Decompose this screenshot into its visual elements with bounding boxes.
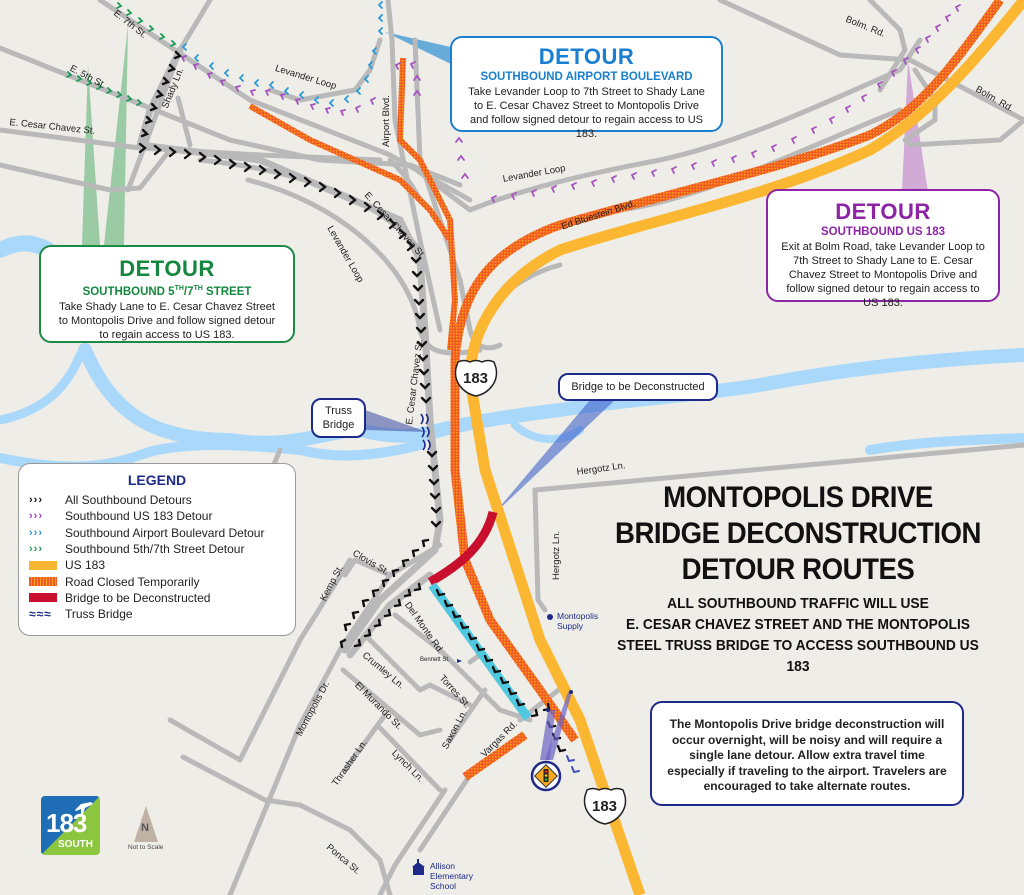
detour-subheading: SOUTHBOUND US 183 — [821, 226, 945, 238]
poi-allison-elementary: Allison Elementary School — [430, 861, 473, 891]
street-label: E. Cesar Chavez St. — [8, 117, 96, 137]
north-arrow-icon: N — [126, 804, 166, 844]
swatch-yellow-icon — [29, 561, 57, 570]
street-label: Thrasher Ln. — [330, 737, 370, 789]
street-label: El Murando St. — [352, 680, 405, 733]
street-label: Ponca St. — [323, 842, 363, 877]
detour-subheading: SOUTHBOUND 5TH/7TH STREET — [82, 285, 252, 298]
183-south-logo — [41, 796, 100, 855]
callout-pointer-green — [82, 65, 100, 245]
chevrons-green-icon: ››› — [29, 543, 43, 556]
detour-body: Take Shady Lane to E. Cesar Chavez Street to Montopolis Drive and follow signed detour to regain access to US 183. — [58, 300, 276, 341]
swatch-hatched-orange-icon — [29, 577, 57, 586]
chevrons-black-icon: ››› — [29, 494, 43, 507]
legend-item-road-closed: Road Closed Temporarily — [29, 573, 295, 589]
detour-box-us-183 — [766, 189, 1000, 309]
street-label: Levander Loop — [502, 162, 567, 185]
school-icon — [412, 859, 425, 875]
street-label: Levander Loop — [273, 63, 338, 93]
street-label: Bennett St. — [420, 657, 450, 663]
street-label: E. Cesar Chavez St. — [404, 338, 426, 426]
street-label: Bolm. Rd. — [843, 14, 887, 40]
truss-waves-icon: ≈≈≈ — [29, 607, 52, 622]
us-183-shield-upper-number: 183 — [463, 370, 489, 387]
title-line: BRIDGE DECONSTRUCTION — [614, 517, 982, 550]
callout-pointer-truss — [365, 410, 427, 432]
street-label: Vargas Rd. — [479, 718, 520, 760]
street-label: Lynch Ln. — [389, 748, 426, 785]
legend-item-truss-bridge: ≈≈≈ Truss Bridge — [29, 607, 133, 622]
callout-truss-bridge: Truss Bridge — [311, 398, 366, 438]
street-label: Airport Blvd. — [381, 95, 392, 147]
legend-item-all-southbound: ››› All Southbound Detours — [29, 493, 192, 508]
deconstruction-note — [650, 701, 964, 806]
street-label: Montopolis Dr. — [294, 679, 333, 739]
legend-item-us183-detour: ››› Southbound US 183 Detour — [29, 509, 213, 524]
legend-item-airport-detour: ››› Southbound Airport Boulevard Detour — [29, 525, 265, 540]
swatch-red-icon — [29, 593, 57, 602]
callout-pointer-green — [104, 25, 128, 245]
detour-body: Exit at Bolm Road, take Levander Loop to 7th Street to Shady Lane to E. Cesar Chavez Street to Montopolis Drive and follow signed detour to regain access to US 183. — [781, 241, 985, 309]
legend-item-bridge-deconstructed: Bridge to be Deconstructed — [29, 590, 295, 606]
street-label: Clovis St. — [350, 548, 391, 578]
not-to-scale-label: Not to Scale — [128, 844, 164, 851]
legend-item-us183: US 183 — [29, 557, 295, 573]
street-label: Bolm. Rd. — [973, 84, 1016, 115]
street-label: Kemp St. — [318, 563, 347, 604]
street-label: Del Monte Rd. — [401, 600, 446, 657]
detour-heading: DETOUR — [835, 199, 931, 224]
street-label: Ed Bluestein Blvd. — [560, 198, 637, 233]
bennett-st-pointer — [457, 659, 462, 663]
legend-title: LEGEND — [127, 472, 187, 488]
street-label: E. Cesar Chavez St. — [361, 190, 428, 262]
legend — [18, 463, 296, 636]
logo-number: 183 — [46, 808, 87, 838]
street-label: Levander Loop — [324, 224, 366, 285]
detour-heading: DETOUR — [538, 44, 635, 69]
street-label: E. 5th St. — [67, 63, 108, 92]
poi-montopolis-supply: Montopolis Supply — [557, 611, 599, 631]
street-label: Crumley Ln. — [359, 650, 407, 692]
note-body: The Montopolis Drive bridge deconstruction will occur overnight, will be noisy and will require a single lane detour. Allow extra travel time especially if traveling to the airport. Travelers are encouraged to take alternate routes. — [667, 717, 947, 793]
chevrons-purple-icon: ››› — [29, 510, 43, 523]
street-label: Saxon Ln. — [440, 708, 470, 752]
logo-word: SOUTH — [58, 839, 93, 850]
street-label: Shady Ln. — [160, 66, 187, 111]
detour-body: Take Levander Loop to 7th Street to Shady Lane to E. Cesar Chavez Street to Montopolis Drive and follow signed detour to regain access to US 183. — [468, 86, 705, 140]
chevrons-blue-icon: ››› — [29, 526, 43, 539]
legend-item-5th-7th-detour: ››› Southbound 5th/7th Street Detour — [29, 542, 245, 557]
title-line: MONTOPOLIS DRIVE — [663, 481, 933, 514]
street-label: Torres St. — [436, 673, 473, 711]
us-183-shield-lower-number: 183 — [592, 798, 618, 815]
subtitle: ALL SOUTHBOUND TRAFFIC WILL USE E. CESAR CHAVEZ STREET AND THE MONTOPOLIS STEEL TRUSS BRIDGE TO ACCESS SOUTHBOUND US 183 — [617, 595, 979, 675]
map-title-block — [592, 480, 1004, 677]
title-line: DETOUR ROUTES — [681, 553, 915, 586]
callout-pointer-blue — [385, 32, 455, 66]
detour-heading: DETOUR — [119, 256, 215, 281]
detour-box-5th-7th-street — [39, 245, 295, 343]
chevrons-end-blue — [567, 756, 579, 772]
montopolis-supply-dot — [547, 614, 553, 620]
detour-subheading: SOUTHBOUND AIRPORT BOULEVARD — [480, 71, 693, 83]
street-label: Hergotz Ln. — [576, 460, 627, 478]
detour-box-airport-blvd — [450, 36, 723, 140]
street-label: Hergotz Ln. — [551, 530, 562, 580]
callout-bridge-deconstructed: Bridge to be Deconstructed — [558, 373, 718, 401]
street-label: E. 7th St. — [111, 8, 149, 41]
